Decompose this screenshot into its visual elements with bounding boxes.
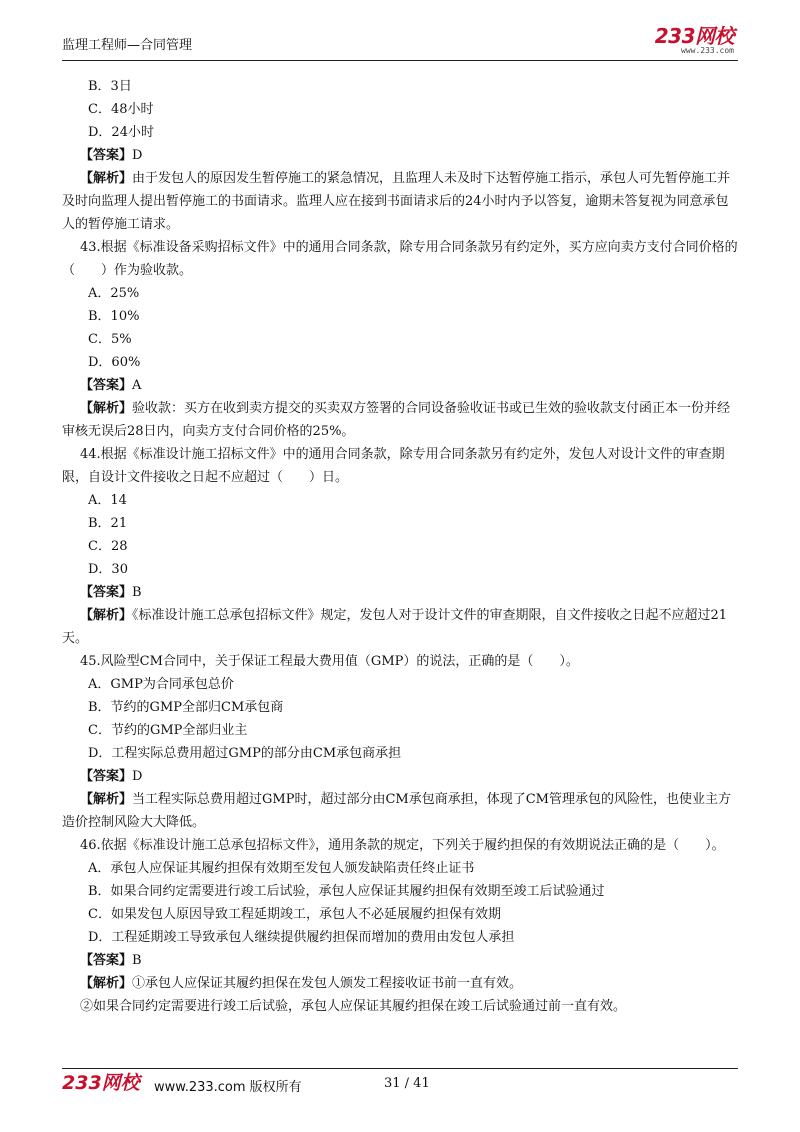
- logo-url: www.233.com: [681, 46, 734, 55]
- answer-key: [62, 765, 740, 788]
- answer-option: C．48小时: [88, 102, 154, 117]
- explanation: [62, 167, 740, 236]
- answer-option: B．3日: [88, 79, 132, 94]
- brand-logo: [655, 26, 734, 55]
- answer-option: A．14: [88, 493, 127, 508]
- answer-option: B．节约的GMP全部归CM承包商: [88, 700, 284, 715]
- header-title: 监理工程师—合同管理: [62, 38, 193, 53]
- explanation: [62, 397, 740, 443]
- explanation-text: ②如果合同约定需要进行竣工后试验，承包人应保证其履约担保在竣工后试验通过前一直有效。: [80, 999, 627, 1014]
- answer-option: B．21: [88, 516, 128, 531]
- explanation: [62, 604, 740, 650]
- answer-option: D．60%: [88, 355, 141, 370]
- answer-label: 【答案】: [80, 953, 133, 968]
- question-text: 45.风险型CM合同中，关于保证工程最大费用值（GMP）的说法，正确的是（ ）。: [80, 654, 579, 669]
- explanation-text: 由于发包人的原因发生暂停施工的紧急情况，且监理人未及时下达暂停施工指示，承包人可先暂停施工并及时向监理人提出暂停施工的书面请求。监理人应在接到书面请求后的24小时内予以答复，逾期未答复视为同意承包人的暂停施工请求。: [62, 171, 731, 232]
- explanation-text: 验收款：买方在收到卖方提交的买卖双方签署的合同设备验收证书或已生效的验收款支付函正本一份并经审核无误后28日内，向卖方支付合同价格的25%。: [62, 401, 731, 439]
- explanation-label: 【解析】: [80, 171, 133, 186]
- answer-key: [62, 374, 740, 397]
- answer-value: B: [132, 585, 142, 600]
- answer-value: D: [132, 769, 143, 784]
- answer-value: B: [132, 953, 142, 968]
- question-text: 43.根据《标准设备采购招标文件》中的通用合同条款，除专用合同条款另有约定外，买方应向卖方支付合同价格的（ ）作为验收款。: [62, 240, 738, 278]
- explanation-label: 【解析】: [80, 976, 133, 991]
- answer-label: 【答案】: [80, 148, 133, 163]
- explanation: [62, 995, 740, 1018]
- question-text: 46.依据《标准设计施工总承包招标文件》，通用条款的规定，下列关于履约担保的有效期说法正确的是（ ）。: [80, 838, 725, 853]
- document-body: [62, 75, 740, 1018]
- explanation-text: 当工程实际总费用超过GMP时，超过部分由CM承包商承担，体现了CM管理承包的风险性，也使业主方造价控制风险大大降低。: [62, 792, 731, 830]
- answer-option: D．工程延期竣工导致承包人继续提供履约担保而增加的费用由发包人承担: [88, 930, 515, 945]
- explanation-label: 【解析】: [80, 792, 133, 807]
- explanation-label: 【解析】: [80, 608, 133, 623]
- footer-logo: 233网校: [62, 1072, 140, 1094]
- header-divider: [62, 60, 738, 61]
- answer-label: 【答案】: [80, 769, 133, 784]
- answer-key: [62, 144, 740, 167]
- answer-option: A．承包人应保证其履约担保有效期至发包人颁发缺陷责任终止证书: [88, 861, 475, 876]
- answer-option: D．30: [88, 562, 128, 577]
- explanation-text: ①承包人应保证其履约担保在发包人颁发工程接收证书前一直有效。: [132, 976, 523, 991]
- answer-value: A: [132, 378, 142, 393]
- answer-option: C．节约的GMP全部归业主: [88, 723, 248, 738]
- answer-key: [62, 949, 740, 972]
- answer-label: 【答案】: [80, 585, 133, 600]
- answer-label: 【答案】: [80, 378, 133, 393]
- question-text: 44.根据《标准设计施工招标文件》中的通用合同条款，除专用合同条款另有约定外，发包人对设计文件的审查期限，自设计文件接收之日起不应超过（ ）日。: [62, 447, 725, 485]
- answer-option: B．如果合同约定需要进行竣工后试验，承包人应保证其履约担保有效期至竣工后试验通过: [88, 884, 605, 899]
- explanation: [62, 788, 740, 834]
- page-footer: [62, 1072, 738, 1098]
- answer-option: B．10%: [88, 309, 140, 324]
- page-number: 31 / 41: [384, 1076, 430, 1091]
- answer-option: C．5%: [88, 332, 132, 347]
- answer-key: [62, 581, 740, 604]
- answer-option: A．25%: [88, 286, 140, 301]
- answer-value: D: [132, 148, 143, 163]
- answer-option: C．如果发包人原因导致工程延期竣工，承包人不必延展履约担保有效期: [88, 907, 501, 922]
- answer-option: D．工程实际总费用超过GMP的部分由CM承包商承担: [88, 746, 402, 761]
- answer-option: A．GMP为合同承包总价: [88, 677, 234, 692]
- explanation: [62, 972, 740, 995]
- footer-copyright: www.233.com 版权所有: [154, 1080, 302, 1095]
- footer-divider: [62, 1068, 738, 1069]
- answer-option: D．24小时: [88, 125, 154, 140]
- logo-text: 233网校: [654, 24, 734, 48]
- answer-option: C．28: [88, 539, 128, 554]
- page-header: [62, 22, 738, 62]
- explanation-label: 【解析】: [80, 401, 133, 416]
- explanation-text: 《标准设计施工总承包招标文件》规定，发包人对于设计文件的审查期限，自文件接收之日起不应超过21天。: [62, 608, 728, 646]
